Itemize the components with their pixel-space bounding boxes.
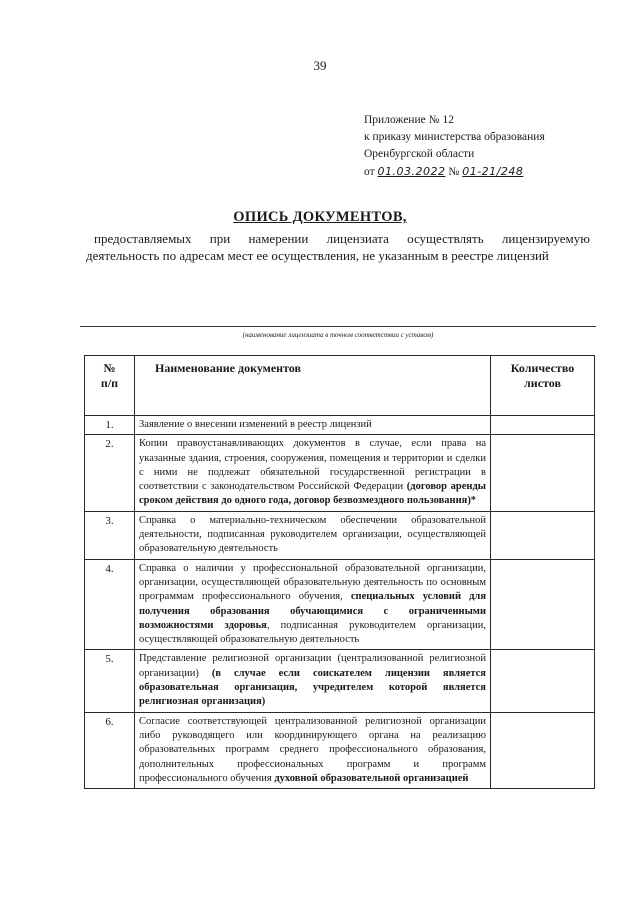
document-name-bold-part: (договор аренды сроком действия до одного года, договор безвозмездного пользования)*: [139, 481, 486, 507]
row-number: 5.: [85, 650, 135, 712]
header-count: [491, 356, 595, 416]
document-subtitle: предоставляемых при намерении лицензиата осуществлять лицензируемую деятельность по адресам мест ее осуществления, не указанным в реестре лицензий: [86, 231, 590, 263]
table-row: [85, 650, 595, 712]
document-name-bold-part: духовной образовательной организацией: [274, 772, 469, 784]
appendix-line-3: Оренбургской области: [364, 148, 475, 160]
date-prefix: от: [364, 166, 375, 178]
document-name-part: , подписанная руководителем организации, осуществляющей образовательную деятельность: [139, 619, 486, 646]
header-num: [85, 356, 135, 416]
table-row: [85, 559, 595, 650]
sheet-count-cell: [491, 712, 595, 788]
appendix-line-2: к приказу министерства образования: [364, 131, 545, 143]
header-num-line2: п/п: [100, 376, 119, 390]
number-prefix: №: [448, 166, 460, 178]
document-name-part: Справка о материально-техническом обеспечении образовательной деятельности, подписанная руководителем организации, осуществляющей образовательную деятельность: [139, 514, 486, 555]
row-number: 1.: [85, 416, 135, 435]
sheet-count-cell: [491, 511, 595, 559]
table-body: [85, 416, 595, 789]
sheet-count-cell: [491, 416, 595, 435]
page-number: 39: [313, 58, 327, 73]
document-name: [135, 416, 491, 435]
row-number: 3.: [85, 511, 135, 559]
document-name-part: Представление религиозной организации (централизованной религиозной организации): [139, 653, 486, 679]
date-value: 01.03.2022: [377, 165, 446, 178]
order-number-value: 01-21/248: [462, 165, 524, 178]
table-row: [85, 416, 595, 435]
header-count-line2: листов: [524, 376, 561, 390]
document-name-part: Копии правоустанавливающих документов в случае, если права на указанные здания, строения, сооружения, помещения и территории и сделки с ними не подлежат обязательной государственной регистрации в соответствии с законодательством Российской Федерации: [139, 438, 486, 493]
appendix-date-line: [364, 163, 604, 181]
row-number: 2.: [85, 435, 135, 511]
header-num-line1: №: [103, 361, 116, 375]
document-name: [135, 650, 491, 712]
document-name-part: Справка о наличии у профессиональной образовательной организации, организации, осуществляющей образовательную деятельность по основным программам профессионального обучения,: [139, 562, 486, 603]
table-row: [85, 712, 595, 788]
table-row: [85, 511, 595, 559]
document-name: [135, 511, 491, 559]
document-name: [135, 559, 491, 650]
header-name: Наименование документов: [135, 356, 491, 416]
sheet-count-cell: [491, 559, 595, 650]
document-name: [135, 712, 491, 788]
appendix-line-1: Приложение № 12: [364, 114, 454, 126]
document-name-bold-part: специальных условий для получения образования обучающимися с ограниченными возможностями здоровья: [139, 591, 486, 631]
licensee-name-line: [80, 326, 596, 327]
documents-table: [84, 355, 595, 789]
sheet-count-cell: [491, 435, 595, 511]
row-number: 4.: [85, 559, 135, 650]
document-name-part: Согласие соответствующей централизованной религиозной организации либо руководящего или координирующего органа на реализацию образовательных программ среднего профессионального образования, дополнительных профессиональных программ и программ профессионального обучения: [139, 715, 486, 784]
table-row: [85, 435, 595, 511]
document-name-bold-part: (в случае если соискателем лицензии является образовательная организация, учредителем которой является религиозная организация): [139, 667, 486, 708]
document-name: [135, 435, 491, 511]
document-title: ОПИСЬ ДОКУМЕНТОВ,: [233, 209, 407, 225]
licensee-caption: (наименование лицензиата в точном соответствии с уставом): [242, 331, 434, 339]
table-header-row: [85, 356, 595, 416]
sheet-count-cell: [491, 650, 595, 712]
appendix-block: [364, 112, 604, 181]
row-number: 6.: [85, 712, 135, 788]
document-name-part: Заявление о внесении изменений в реестр лицензий: [139, 419, 372, 430]
header-count-line1: Количество: [510, 361, 575, 375]
